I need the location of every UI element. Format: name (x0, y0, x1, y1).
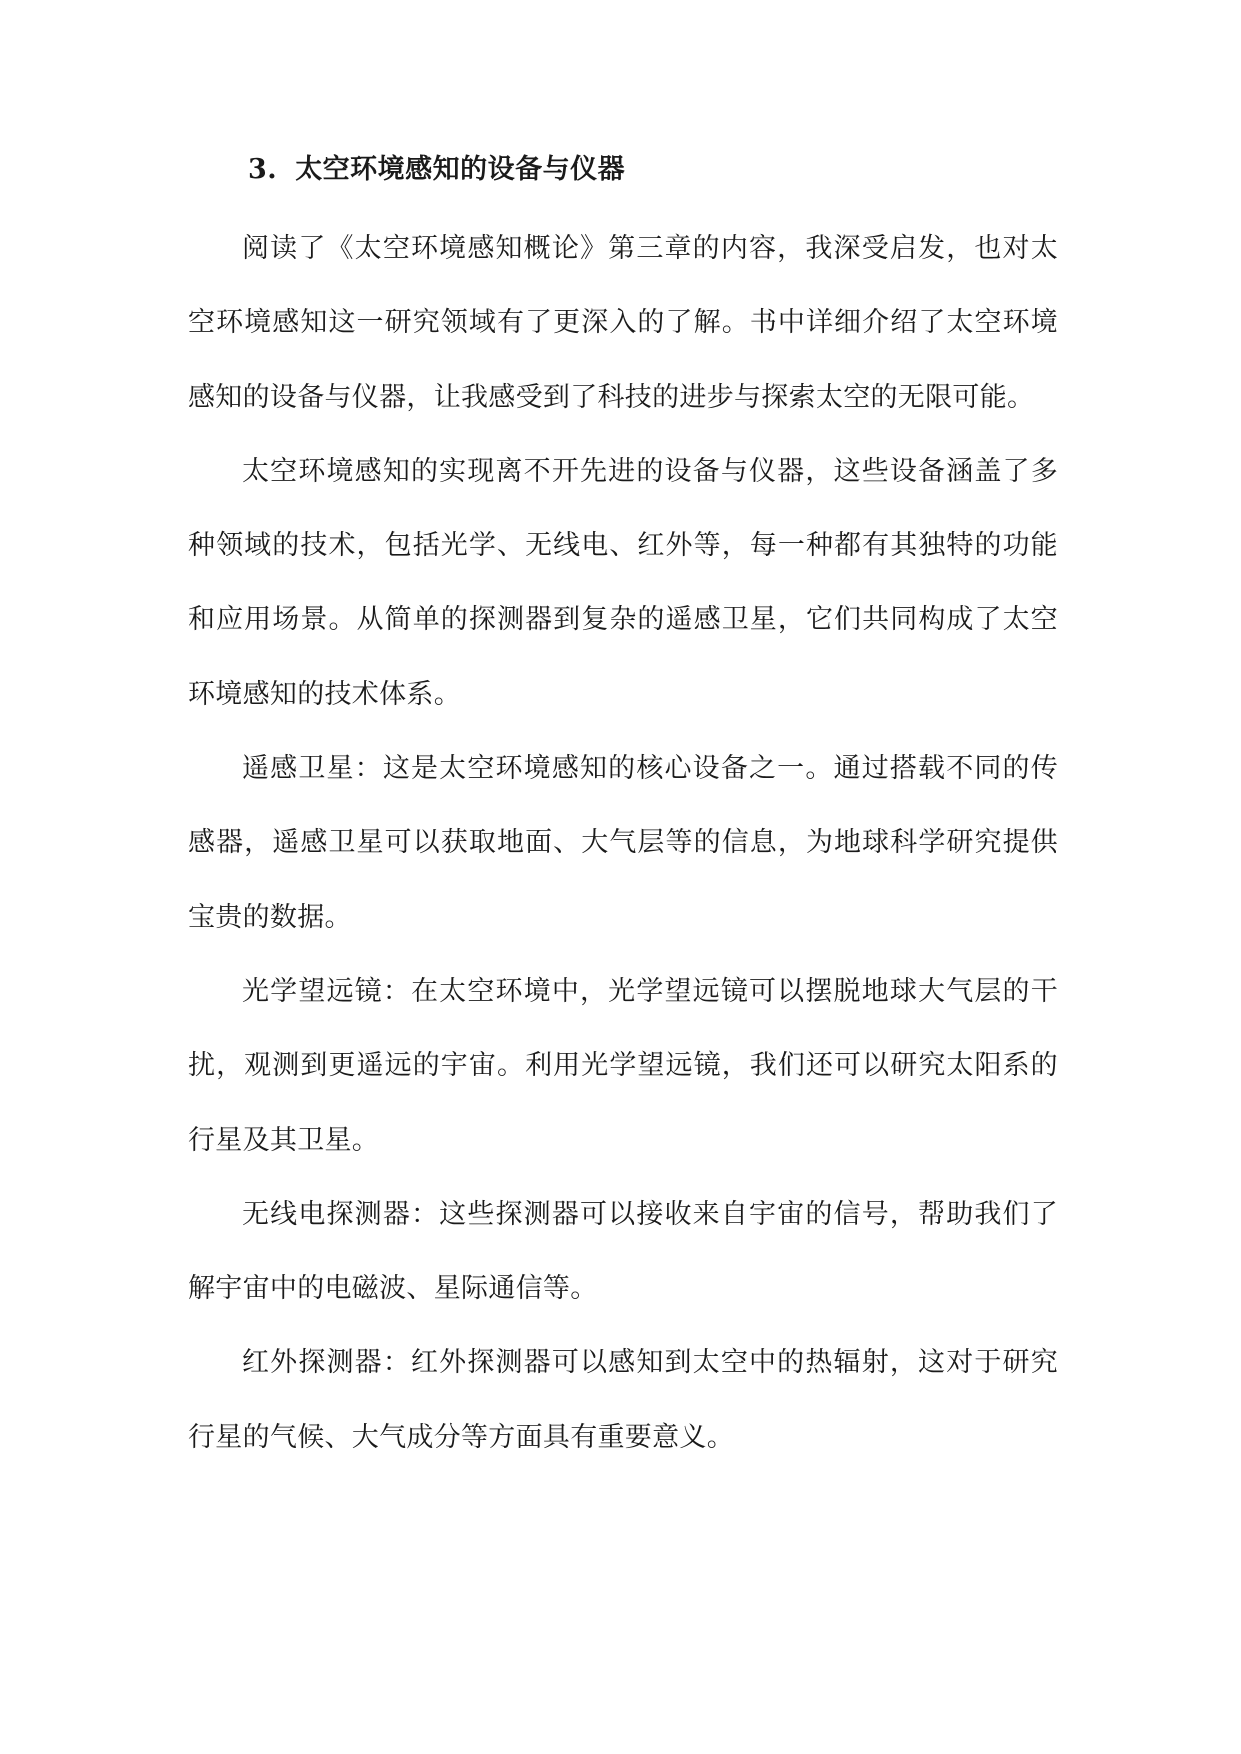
paragraph-remote-sensing-satellite: 遥感卫星：这是太空环境感知的核心设备之一。通过搭载不同的传感器，遥感卫星可以获取地面、大气层等的信息，为地球科学研究提供宝贵的数据。 (188, 753, 1058, 933)
document-body (188, 212, 1058, 1475)
section-heading (248, 150, 625, 190)
section-title: 太空环境感知的设备与仪器 (295, 154, 626, 185)
paragraph-radio-detector: 无线电探测器：这些探测器可以接收来自宇宙的信号，帮助我们了解宇宙中的电磁波、星际通信等。 (188, 1198, 1058, 1305)
paragraph-optical-telescope: 光学望远镜：在太空环境中，光学望远镜可以摆脱地球大气层的干扰，观测到更遥远的宇宙。利用光学望远镜，我们还可以研究太阳系的行星及其卫星。 (188, 975, 1058, 1156)
paragraph-infrared-detector: 红外探测器：红外探测器可以感知到太空中的热辐射，这对于研究行星的气候、大气成分等方面具有重要意义。 (188, 1347, 1058, 1453)
paragraph-overview: 太空环境感知的实现离不开先进的设备与仪器，这些设备涵盖了多种领域的技术，包括光学、无线电、红外等，每一种都有其独特的功能和应用场景。从简单的探测器到复杂的遥感卫星，它们共同构成了太空环境感知的技术体系。 (188, 455, 1058, 710)
section-number: 3. (248, 154, 278, 185)
paragraph-intro: 阅读了《太空环境感知概论》第三章的内容，我深受启发，也对太空环境感知这一研究领域有了更深入的了解。书中详细介绍了太空环境感知的设备与仪器，让我感受到了科技的进步与探索太空的无限可能。 (188, 233, 1058, 413)
